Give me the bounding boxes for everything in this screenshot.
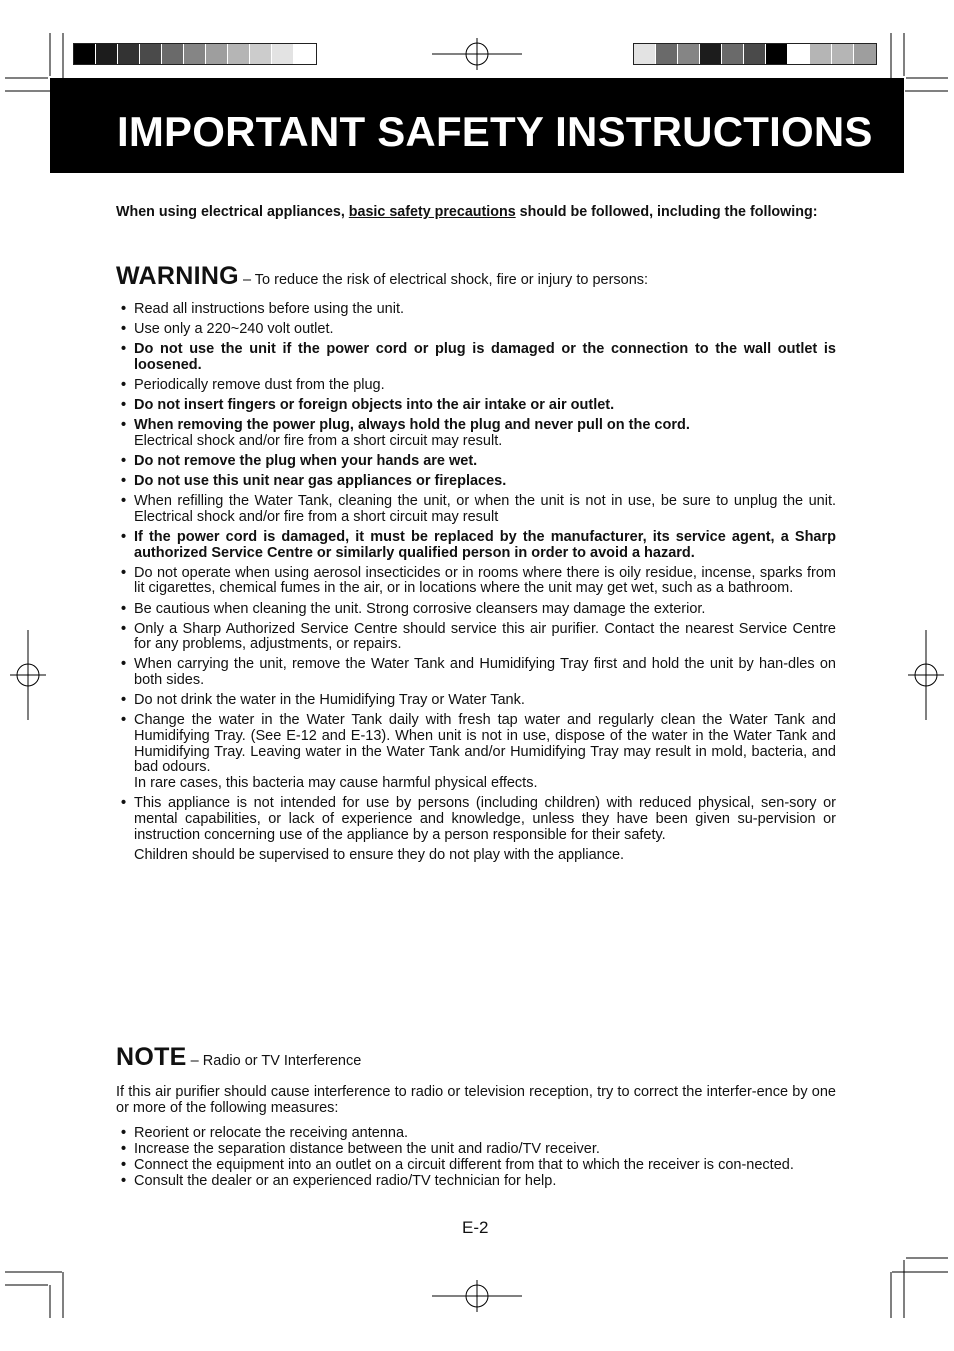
warning-heading [116,262,836,291]
list-item [116,848,836,864]
list-item [116,1126,836,1142]
color-swatch [634,44,656,64]
color-calibration-bar-left [73,43,317,65]
list-item-text: Do not use the unit if the power cord or plug is damaged or the connection to the wall outlet is loosened. [134,341,836,373]
color-swatch [294,44,316,64]
list-item [116,1142,836,1158]
list-item [116,1174,836,1190]
list-item-text: Be cautious when cleaning the unit. Strong corrosive cleansers may damage the exterior. [134,600,706,617]
list-item-text: Change the water in the Water Tank daily with fresh tap water and regularly clean the Water Tank and Humidifying Tray. (See E-12 and E-13). When unit is not in use, dispose of the water in the Water Tank and Humidifying Tray. Leaving water in the Water Tank and/or Humidifying Tray may result in mold, bacteria, and bad odours. [134,712,836,776]
note-paragraph: If this air purifier should cause interference to radio or television reception, try to correct the interfer-ence by one or more of the following measures: [116,1084,836,1116]
color-swatch [788,44,810,64]
list-item-text: If the power cord is damaged, it must be replaced by the manufacturer, its service agent, a Sharp authorized Service Centre or similarly qualified person in order to avoid a hazard. [134,528,836,561]
list-item-text: Only a Sharp Authorized Service Centre should service this air purifier. Contact the nearest Service Centre for any problems, adjustments, or repairs. [134,620,836,653]
list-item-text: Reorient or relocate the receiving antenna. [134,1125,409,1141]
list-item [116,474,836,490]
list-item [116,622,836,653]
list-item-text: Increase the separation distance between the unit and radio/TV receiver. [134,1141,600,1157]
list-item [116,657,836,688]
list-item [116,398,836,414]
color-swatch [810,44,832,64]
list-item [116,342,836,373]
color-swatch [272,44,294,64]
list-item [116,418,836,449]
list-item [116,454,836,470]
color-swatch [722,44,744,64]
list-item-text: Do not insert fingers or foreign objects into the air intake or air outlet. [134,397,615,414]
color-swatch [96,44,118,64]
list-item-text: When refilling the Water Tank, cleaning the unit, or when the unit is not in use, be sure to unplug the unit. Electrical shock and/or fire from a short circuit may result [134,493,836,525]
list-item [116,530,836,561]
color-swatch [656,44,678,64]
color-swatch [766,44,788,64]
color-swatch [74,44,96,64]
page-number: E-2 [462,1218,489,1237]
list-item-text: When carrying the unit, remove the Water Tank and Humidifying Tray first and hold the unit by han-dles on both sides. [134,656,836,689]
color-swatch [206,44,228,64]
page-title: IMPORTANT SAFETY INSTRUCTIONS [117,108,873,155]
list-item-text: Read all instructions before using the unit. [134,301,405,317]
color-swatch [184,44,206,64]
color-swatch [678,44,700,64]
list-item [116,302,836,318]
list-item [116,378,836,394]
intro-paragraph [116,203,836,222]
list-item-text: When removing the power plug, always hold the plug and never pull on the cord. [134,417,690,434]
list-item [116,796,836,843]
list-item-text: Connect the equipment into an outlet on a circuit different from that to which the receiver is con-nected. [134,1157,794,1173]
title-banner [50,78,904,173]
warning-label: WARNING [116,262,239,290]
intro-underlined-text: basic safety precautions [348,204,516,220]
list-item-subtext: In rare cases, this bacteria may cause harmful physical effects. [134,775,538,792]
color-swatch [854,44,876,64]
warning-subtitle: – To reduce the risk of electrical shock, fire or injury to persons: [238,272,649,288]
color-swatch [700,44,722,64]
list-item-text: Use only a 220~240 volt outlet. [134,321,334,338]
color-swatch [118,44,140,64]
color-swatch [140,44,162,64]
color-calibration-bar-right [633,43,877,65]
list-item [116,566,836,597]
list-item [116,494,836,525]
color-swatch [162,44,184,64]
intro-text-before: When using electrical appliances, [116,204,349,220]
list-item-text: This appliance is not intended for use by persons (including children) with reduced physical, sen-sory or mental capabilities, or lack of experience and knowledge, unless they have been given su-pervision or instruction concerning use of the appliance by a person responsible for their safety. [134,795,836,843]
note-heading [116,1043,836,1072]
intro-text-after: should be followed, including the following: [515,204,818,220]
list-item-subtext: Electrical shock and/or fire from a short circuit may result. [134,432,503,449]
color-swatch [832,44,854,64]
list-item-text: Do not use this unit near gas appliances or fireplaces. [134,473,507,490]
list-item-text: Periodically remove dust from the plug. [134,376,385,393]
color-swatch [228,44,250,64]
list-item-text: Do not remove the plug when your hands are wet. [134,452,478,469]
list-item [116,322,836,338]
list-item-text: Do not drink the water in the Humidifying Tray or Water Tank. [134,692,525,709]
color-swatch [250,44,272,64]
color-swatch [744,44,766,64]
note-label: NOTE [116,1043,187,1071]
list-item [116,693,836,709]
list-item-text: Children should be supervised to ensure they do not play with the appliance. [134,846,625,863]
warning-list [116,302,836,868]
list-item [116,1158,836,1174]
note-list [116,1126,836,1190]
note-subtitle: – Radio or TV Interference [186,1053,362,1069]
list-item [116,602,836,618]
list-item-text: Consult the dealer or an experienced radio/TV technician for help. [134,1173,557,1189]
list-item-text: Do not operate when using aerosol insecticides or in rooms where there is oily residue, incense, sparks from lit cigarettes, chemical fumes in the air, or in locations where the unit may get wet, such as a bathroom. [134,564,836,597]
list-item [116,713,836,792]
